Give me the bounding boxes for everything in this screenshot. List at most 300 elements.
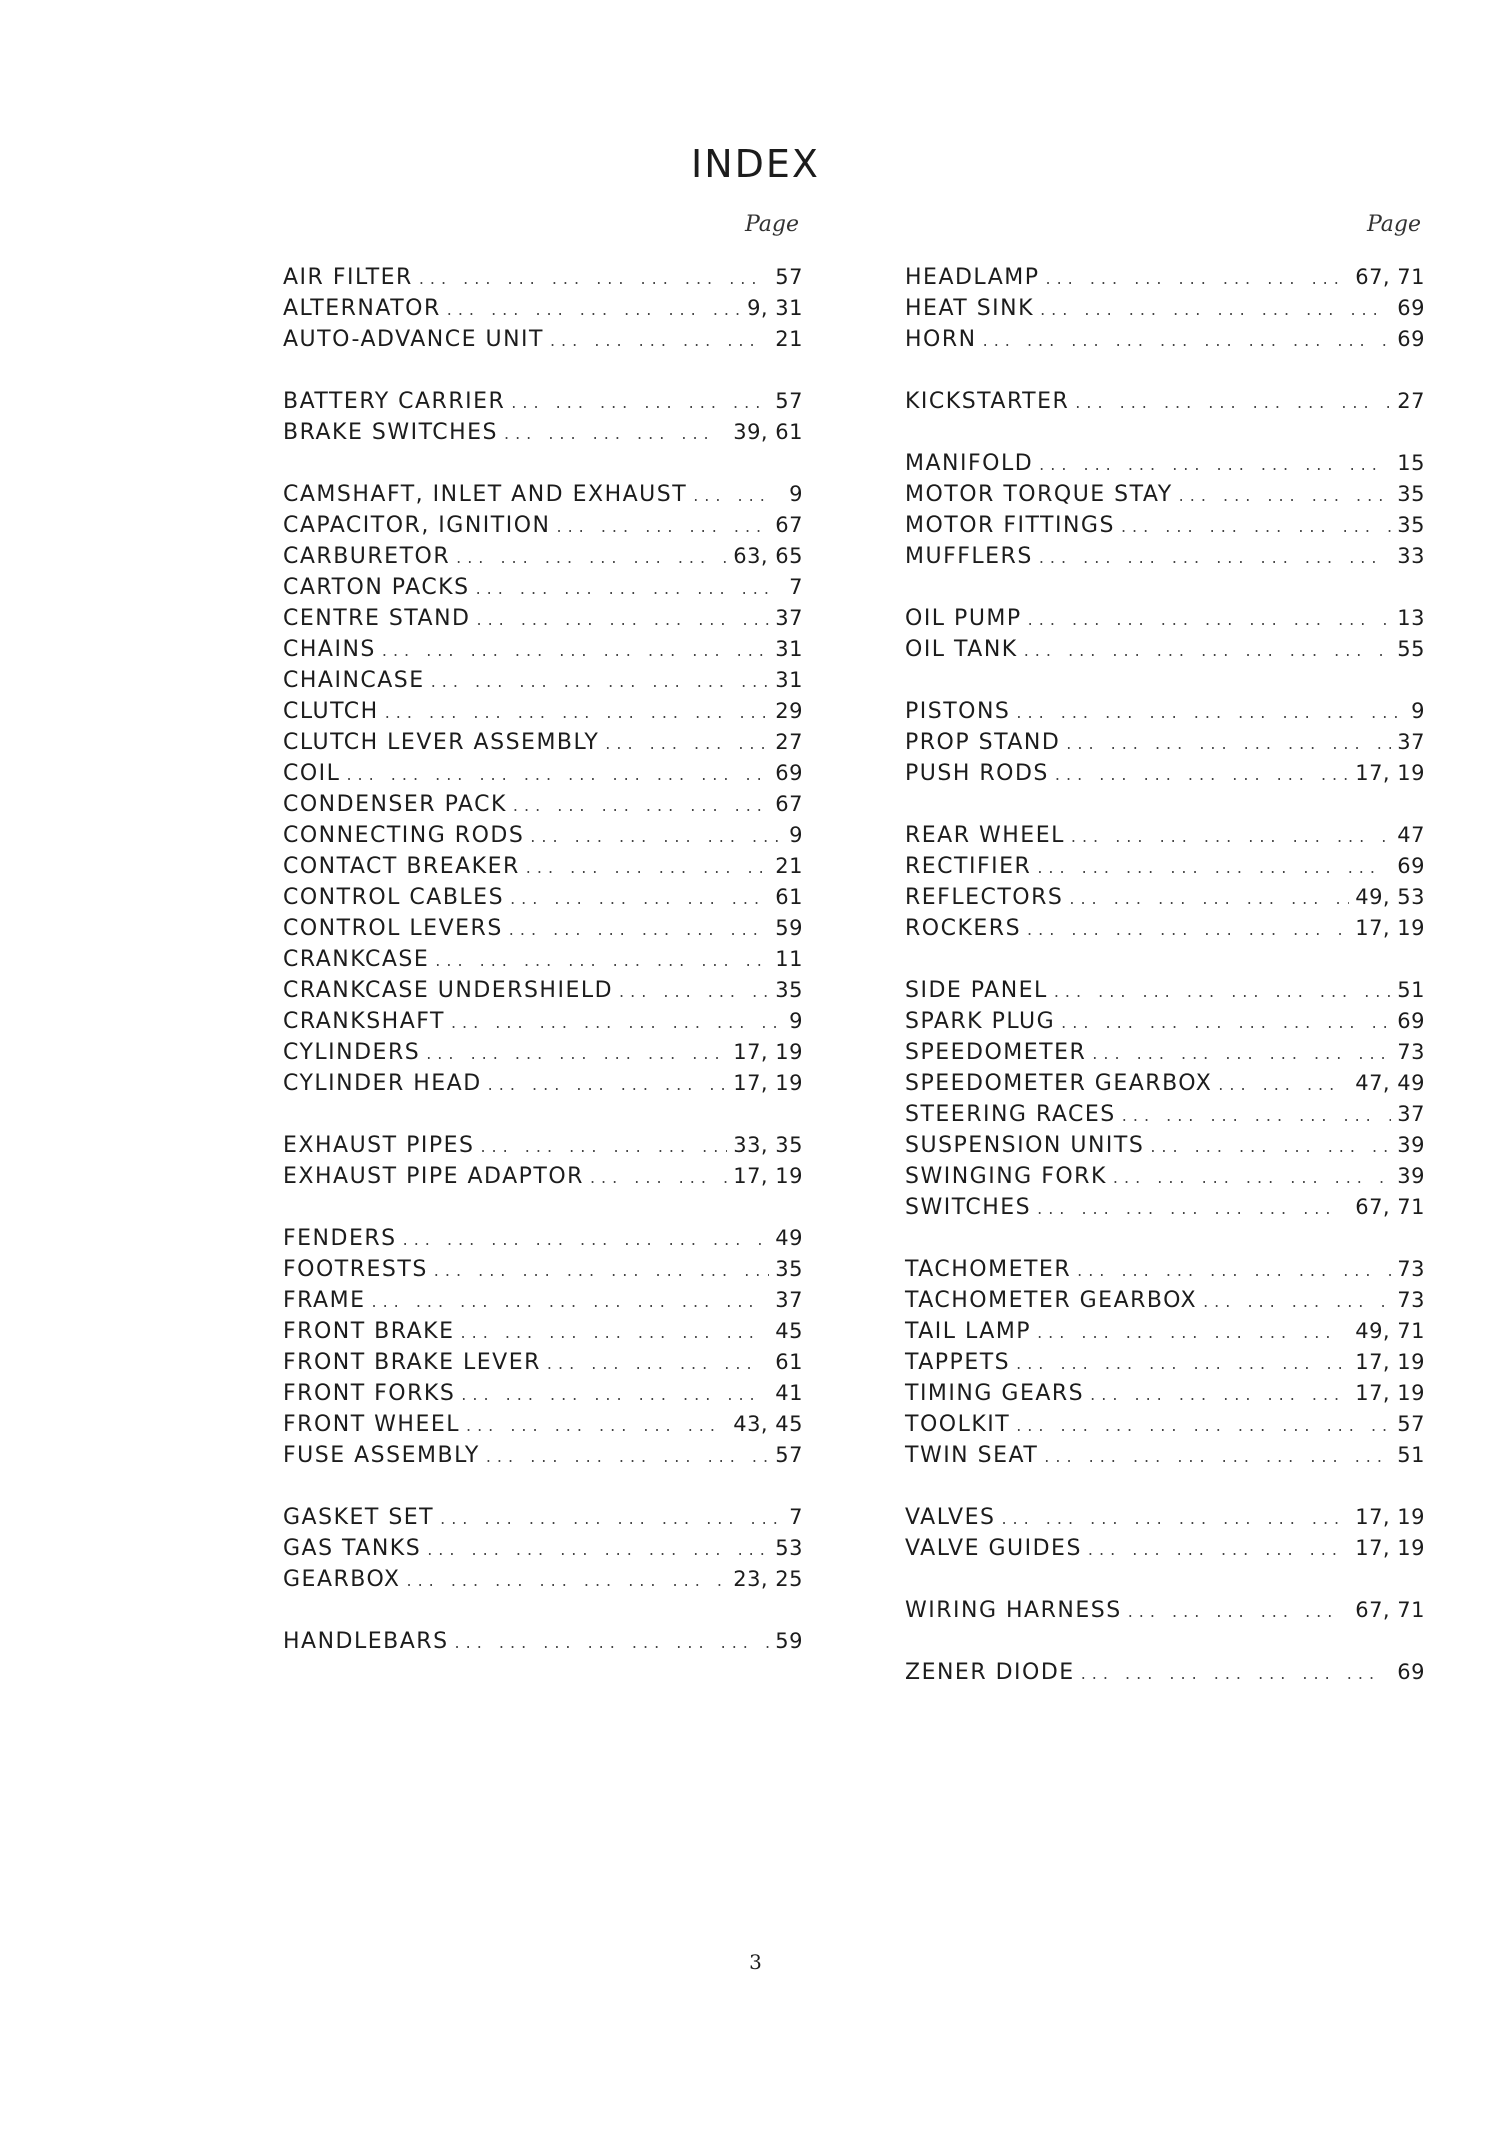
index-entry (283, 913, 803, 944)
entry-name: REFLECTORS (905, 885, 1064, 910)
dot-leader (1179, 480, 1392, 511)
index-entry (905, 1099, 1425, 1130)
entry-page: 37 (775, 1288, 803, 1312)
index-entry (905, 913, 1425, 944)
index-entry (283, 1378, 803, 1409)
entry-page: 17, 19 (1355, 1350, 1425, 1374)
index-entry (283, 634, 803, 665)
entry-name: SWINGING FORK (905, 1164, 1107, 1189)
index-entry (905, 510, 1425, 541)
entry-page: 61 (775, 1350, 803, 1374)
dot-leader (605, 728, 769, 759)
dot-leader (1024, 635, 1392, 666)
dot-leader (480, 1131, 727, 1162)
dot-leader (530, 821, 783, 852)
entry-name: VALVE GUIDES (905, 1536, 1082, 1561)
index-entry (283, 665, 803, 696)
entry-name: CAMSHAFT, INLET AND EXHAUST (283, 482, 688, 507)
index-entry (905, 1285, 1425, 1316)
entry-page: 27 (1397, 389, 1425, 413)
entry-name: FUSE ASSEMBLY (283, 1443, 480, 1468)
entry-page: 59 (775, 1629, 803, 1653)
entry-name: GEARBOX (283, 1567, 401, 1592)
entry-name: MANIFOLD (905, 451, 1034, 476)
page-title: INDEX (691, 142, 820, 186)
entry-name: FRONT BRAKE (283, 1319, 455, 1344)
entry-name: MOTOR TORQUE STAY (905, 482, 1173, 507)
index-entry (905, 1316, 1425, 1347)
index-entry (905, 851, 1425, 882)
entry-page: 73 (1397, 1288, 1425, 1312)
index-entry (283, 541, 803, 572)
index-entry (905, 1440, 1425, 1471)
dot-leader (486, 1441, 769, 1472)
dot-leader (1037, 1317, 1349, 1348)
dot-leader (1016, 1348, 1349, 1379)
index-group (283, 479, 803, 1099)
entry-name: HANDLEBARS (283, 1629, 449, 1654)
index-entry (905, 975, 1425, 1006)
index-entry (283, 479, 803, 510)
entry-page: 39 (1397, 1164, 1425, 1188)
index-entry (905, 1378, 1425, 1409)
entry-name: SWITCHES (905, 1195, 1032, 1220)
index-group (283, 1130, 803, 1192)
entry-page: 9 (789, 482, 803, 506)
dot-leader (371, 1286, 769, 1317)
entry-page: 51 (1397, 978, 1425, 1002)
index-entry (905, 262, 1425, 293)
dot-leader (1054, 976, 1391, 1007)
entry-page: 73 (1397, 1040, 1425, 1064)
entry-page: 69 (775, 761, 803, 785)
entry-page: 21 (775, 327, 803, 351)
index-entry (283, 1347, 803, 1378)
dot-leader (693, 480, 783, 511)
entry-page: 17, 19 (733, 1040, 803, 1064)
dot-leader (447, 294, 741, 325)
dot-leader (1122, 1100, 1392, 1131)
dot-leader (1121, 511, 1391, 542)
entry-name: FOOTRESTS (283, 1257, 428, 1282)
entry-name: ZENER DIODE (905, 1660, 1075, 1685)
dot-leader (406, 1565, 727, 1596)
dot-leader (590, 1162, 727, 1193)
index-entry (283, 944, 803, 975)
dot-leader (1016, 697, 1405, 728)
index-group (283, 262, 803, 355)
entry-page: 67, 71 (1355, 1195, 1425, 1219)
index-entry (905, 1502, 1425, 1533)
dot-leader (1039, 449, 1391, 480)
entry-page: 31 (775, 637, 803, 661)
dot-leader (461, 1379, 769, 1410)
entry-page: 13 (1397, 606, 1425, 630)
index-entry (283, 1161, 803, 1192)
index-entry (283, 1037, 803, 1068)
index-entry (905, 1130, 1425, 1161)
entry-name: PUSH RODS (905, 761, 1049, 786)
dot-leader (1075, 387, 1391, 418)
entry-name: RECTIFIER (905, 854, 1032, 879)
entry-page: 29 (775, 699, 803, 723)
entry-page: 23, 25 (733, 1567, 803, 1591)
index-group (283, 1502, 803, 1595)
entry-name: CRANKSHAFT (283, 1009, 445, 1034)
entry-page: 73 (1397, 1257, 1425, 1281)
entry-name: PISTONS (905, 699, 1011, 724)
dot-leader (1066, 728, 1391, 759)
index-column-left (283, 210, 803, 1688)
entry-page: 33, 35 (733, 1133, 803, 1157)
index-entry (905, 1595, 1425, 1626)
index-entry (283, 696, 803, 727)
entry-page: 69 (1397, 327, 1425, 351)
index-entry (905, 634, 1425, 665)
index-entry (905, 1006, 1425, 1037)
index-entry (905, 1347, 1425, 1378)
entry-page: 21 (775, 854, 803, 878)
entry-page: 31 (775, 668, 803, 692)
dot-leader (451, 1007, 783, 1038)
dot-leader (1039, 542, 1391, 573)
index-group (905, 1657, 1425, 1688)
entry-name: TAIL LAMP (905, 1319, 1032, 1344)
index-entry (283, 851, 803, 882)
dot-leader (440, 1503, 783, 1534)
entry-name: FRONT FORKS (283, 1381, 456, 1406)
dot-leader (419, 263, 769, 294)
index-entry (905, 882, 1425, 913)
entry-name: OIL TANK (905, 637, 1018, 662)
entry-page: 49, 71 (1355, 1319, 1425, 1343)
entry-page: 47, 49 (1355, 1071, 1425, 1095)
entry-page: 27 (775, 730, 803, 754)
dot-leader (557, 511, 770, 542)
entry-page: 17, 19 (1355, 916, 1425, 940)
entry-name: FRAME (283, 1288, 366, 1313)
entry-name: TAPPETS (905, 1350, 1011, 1375)
index-entry (905, 448, 1425, 479)
dot-leader (403, 1224, 770, 1255)
index-group (905, 603, 1425, 665)
entry-name: CARTON PACKS (283, 575, 470, 600)
dot-leader (1113, 1162, 1391, 1193)
dot-leader (526, 852, 770, 883)
index-entry (283, 1254, 803, 1285)
entry-name: CHAINCASE (283, 668, 425, 693)
entry-name: HORN (905, 327, 977, 352)
entry-name: TACHOMETER GEARBOX (905, 1288, 1198, 1313)
index-entry (283, 789, 803, 820)
entry-page: 39, 61 (733, 420, 803, 444)
entry-page: 11 (775, 947, 803, 971)
entry-name: EXHAUST PIPES (283, 1133, 475, 1158)
index-entry (283, 1130, 803, 1161)
entry-page: 59 (775, 916, 803, 940)
entry-name: HEAT SINK (905, 296, 1035, 321)
dot-leader (434, 1255, 769, 1286)
entry-name: FRONT BRAKE LEVER (283, 1350, 541, 1375)
index-entry (283, 1316, 803, 1347)
entry-name: SPARK PLUG (905, 1009, 1056, 1034)
entry-name: COIL (283, 761, 341, 786)
entry-name: MOTOR FITTINGS (905, 513, 1115, 538)
index-entry (905, 820, 1425, 851)
entry-name: HEADLAMP (905, 265, 1040, 290)
entry-page: 69 (1397, 854, 1425, 878)
entry-name: TIMING GEARS (905, 1381, 1085, 1406)
dot-leader (1028, 604, 1392, 635)
index-entry (283, 1564, 803, 1595)
entry-name: CHAINS (283, 637, 376, 662)
index-entry (283, 262, 803, 293)
entry-name: GAS TANKS (283, 1536, 422, 1561)
entry-page: 17, 19 (1355, 761, 1425, 785)
entry-name: BATTERY CARRIER (283, 389, 506, 414)
dot-leader (1044, 1441, 1391, 1472)
index-entry (905, 479, 1425, 510)
entry-name: VALVES (905, 1505, 996, 1530)
dot-leader (619, 976, 769, 1007)
index-entry (283, 386, 803, 417)
dot-leader (385, 697, 770, 728)
dot-leader (431, 666, 770, 697)
entry-page: 41 (775, 1381, 803, 1405)
entry-page: 37 (1397, 1102, 1425, 1126)
index-entry (283, 510, 803, 541)
entry-page: 57 (775, 389, 803, 413)
entry-name: ALTERNATOR (283, 296, 441, 321)
index-entry (905, 727, 1425, 758)
index-group (283, 386, 803, 448)
index-entry (283, 1223, 803, 1254)
entry-page: 67, 71 (1355, 265, 1425, 289)
dot-leader (466, 1410, 727, 1441)
index-column-right (905, 210, 1425, 1719)
entry-page: 53 (775, 1536, 803, 1560)
entry-page: 61 (775, 885, 803, 909)
entry-page: 35 (775, 978, 803, 1002)
index-entry (283, 882, 803, 913)
dot-leader (1061, 1007, 1391, 1038)
entry-page: 69 (1397, 1660, 1425, 1684)
entry-name: MUFFLERS (905, 544, 1033, 569)
index-entry (905, 1037, 1425, 1068)
dot-leader (1037, 1193, 1349, 1224)
index-entry (905, 1254, 1425, 1285)
dot-leader (513, 790, 769, 821)
index-entry (283, 603, 803, 634)
dot-leader (550, 325, 769, 356)
index-entry (905, 1161, 1425, 1192)
entry-page: 45 (775, 1319, 803, 1343)
entry-name: FENDERS (283, 1226, 397, 1251)
entry-page: 57 (775, 1443, 803, 1467)
index-group (905, 1254, 1425, 1471)
dot-leader (1150, 1131, 1391, 1162)
dot-leader (1081, 1658, 1392, 1689)
page-column-header: Page (1366, 212, 1421, 237)
index-entry (905, 1068, 1425, 1099)
index-entry (283, 1440, 803, 1471)
index-group (283, 1223, 803, 1471)
entry-name: TOOLKIT (905, 1412, 1011, 1437)
entry-page: 17, 19 (1355, 1536, 1425, 1560)
entry-name: CENTRE STAND (283, 606, 471, 631)
dot-leader (1088, 1534, 1349, 1565)
index-entry (283, 1285, 803, 1316)
index-group (905, 820, 1425, 944)
entry-page: 69 (1397, 296, 1425, 320)
entry-name: TWIN SEAT (905, 1443, 1039, 1468)
dot-leader (1218, 1069, 1349, 1100)
page-column-header: Page (744, 212, 799, 237)
index-entry (283, 324, 803, 355)
entry-name: BRAKE SWITCHES (283, 420, 498, 445)
entry-page: 35 (1397, 513, 1425, 537)
dot-leader (488, 1069, 728, 1100)
entry-page: 35 (1397, 482, 1425, 506)
dot-leader (1001, 1503, 1349, 1534)
dot-leader (427, 1534, 769, 1565)
index-group (905, 696, 1425, 789)
entry-name: CONTROL CABLES (283, 885, 505, 910)
dot-leader (1046, 263, 1350, 294)
dot-leader (1128, 1596, 1350, 1627)
dot-leader (346, 759, 769, 790)
index-group (905, 975, 1425, 1223)
entry-page: 9 (789, 823, 803, 847)
entry-page: 57 (1397, 1412, 1425, 1436)
entry-page: 17, 19 (1355, 1505, 1425, 1529)
dot-leader (510, 883, 769, 914)
entry-name: GASKET SET (283, 1505, 435, 1530)
index-entry (905, 1657, 1425, 1688)
dot-leader (1077, 1255, 1391, 1286)
index-entry (905, 1533, 1425, 1564)
dot-leader (983, 325, 1392, 356)
index-entry (905, 541, 1425, 572)
entry-page: 57 (775, 265, 803, 289)
entry-page: 7 (789, 575, 803, 599)
entry-name: EXHAUST PIPE ADAPTOR (283, 1164, 584, 1189)
entry-page: 47 (1397, 823, 1425, 847)
dot-leader (511, 387, 769, 418)
entry-name: CRANKCASE UNDERSHIELD (283, 978, 614, 1003)
dot-leader (435, 945, 769, 976)
index-entry (283, 293, 803, 324)
index-entry (283, 1626, 803, 1657)
index-entry (905, 1192, 1425, 1223)
entry-name: SPEEDOMETER GEARBOX (905, 1071, 1213, 1096)
index-group (905, 262, 1425, 355)
entry-page: 49, 53 (1355, 885, 1425, 909)
index-entry (905, 603, 1425, 634)
dot-leader (476, 604, 769, 635)
entry-name: FRONT WHEEL (283, 1412, 460, 1437)
index-entry (283, 1502, 803, 1533)
entry-page: 17, 19 (733, 1071, 803, 1095)
entry-page: 15 (1397, 451, 1425, 475)
entry-name: CYLINDER HEAD (283, 1071, 482, 1096)
dot-leader (1069, 883, 1349, 914)
index-entry (283, 572, 803, 603)
entry-page: 17, 19 (733, 1164, 803, 1188)
dot-leader (456, 542, 727, 573)
entry-page: 67, 71 (1355, 1598, 1425, 1622)
entry-name: SUSPENSION UNITS (905, 1133, 1145, 1158)
dot-leader (1071, 821, 1391, 852)
entry-name: WIRING HARNESS (905, 1598, 1122, 1623)
dot-leader (382, 635, 769, 666)
entry-name: CYLINDERS (283, 1040, 421, 1065)
index-entry (283, 1533, 803, 1564)
index-entry (283, 820, 803, 851)
entry-page: 67 (775, 513, 803, 537)
entry-name: PROP STAND (905, 730, 1061, 755)
dot-leader (1037, 852, 1391, 883)
entry-name: KICKSTARTER (905, 389, 1070, 414)
entry-page: 55 (1397, 637, 1425, 661)
entry-page: 43, 45 (733, 1412, 803, 1436)
index-entry (283, 1409, 803, 1440)
index-group (283, 1626, 803, 1657)
entry-name: SIDE PANEL (905, 978, 1048, 1003)
entry-name: SPEEDOMETER (905, 1040, 1087, 1065)
dot-leader (1040, 294, 1391, 325)
entry-page: 35 (775, 1257, 803, 1281)
index-entry (905, 293, 1425, 324)
index-entry (905, 696, 1425, 727)
entry-page: 9 (789, 1009, 803, 1033)
entry-page: 9, 31 (747, 296, 803, 320)
dot-leader (476, 573, 784, 604)
entry-page: 63, 65 (733, 544, 803, 568)
entry-name: CONTROL LEVERS (283, 916, 503, 941)
entry-name: CRANKCASE (283, 947, 430, 972)
entry-page: 7 (789, 1505, 803, 1529)
index-entry (905, 1409, 1425, 1440)
index-entry (283, 975, 803, 1006)
entry-name: CONNECTING RODS (283, 823, 525, 848)
index-group (905, 1502, 1425, 1564)
dot-leader (1016, 1410, 1391, 1441)
entry-page: 17, 19 (1355, 1381, 1425, 1405)
entry-page: 67 (775, 792, 803, 816)
entry-name: CONDENSER PACK (283, 792, 507, 817)
entry-name: TACHOMETER (905, 1257, 1072, 1282)
entry-name: STEERING RACES (905, 1102, 1116, 1127)
dot-leader (504, 418, 727, 449)
index-entry (283, 758, 803, 789)
index-entry (905, 758, 1425, 789)
entry-name: AUTO-ADVANCE UNIT (283, 327, 544, 352)
dot-leader (426, 1038, 727, 1069)
entry-page: 37 (1397, 730, 1425, 754)
page-number: 3 (749, 1950, 762, 1974)
index-entry (905, 386, 1425, 417)
entry-name: CLUTCH (283, 699, 379, 724)
dot-leader (547, 1348, 769, 1379)
entry-name: ROCKERS (905, 916, 1022, 941)
index-entry (283, 1068, 803, 1099)
index-entry (283, 727, 803, 758)
entry-page: 33 (1397, 544, 1425, 568)
index-group (905, 386, 1425, 417)
index-entry (283, 1006, 803, 1037)
dot-leader (1027, 914, 1349, 945)
